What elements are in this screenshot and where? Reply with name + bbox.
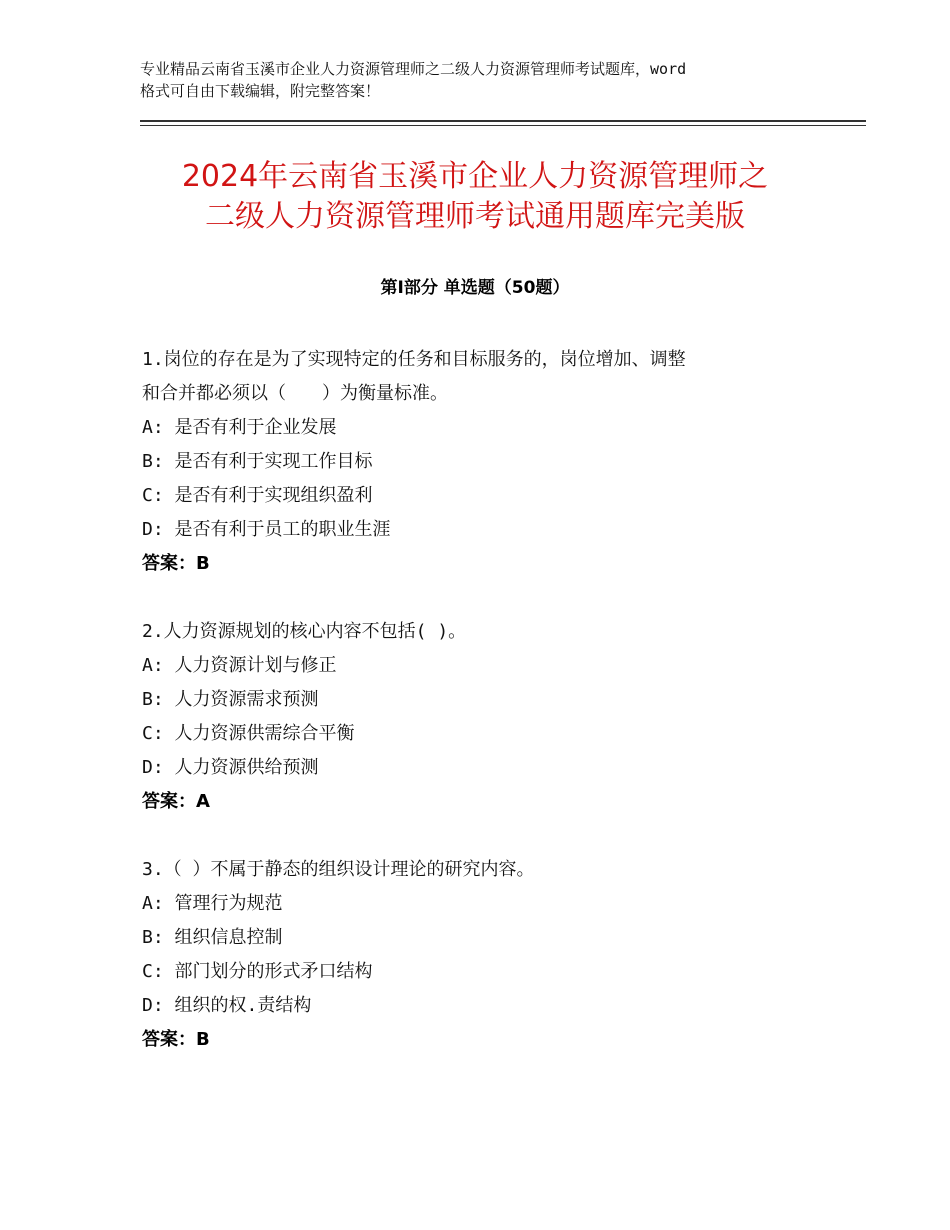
section-title: 第Ⅰ部分 单选题（50题） xyxy=(380,278,570,298)
option-d: D: 是否有利于员工的职业生涯 xyxy=(142,519,391,540)
question-text xyxy=(142,615,832,649)
document-title xyxy=(100,157,850,237)
question-text xyxy=(142,853,832,887)
option-a: A: 是否有利于企业发展 xyxy=(142,417,337,438)
option-b: B: 是否有利于实现工作目标 xyxy=(142,451,373,472)
document-title-line-2: 二级人力资源管理师考试通用题库完美版 xyxy=(205,199,745,234)
answer: 答案：A xyxy=(142,791,210,812)
option-a: A: 管理行为规范 xyxy=(142,893,283,914)
question-text-line: 3.（ ）不属于静态的组织设计理论的研究内容。 xyxy=(142,859,535,880)
header-divider-thick xyxy=(140,120,866,122)
option-a: A: 人力资源计划与修正 xyxy=(142,655,337,676)
question-2 xyxy=(142,615,832,819)
question-1 xyxy=(142,343,832,581)
answer: 答案：B xyxy=(142,1029,210,1050)
option-d: D: 人力资源供给预测 xyxy=(142,757,319,778)
question-list xyxy=(142,343,832,1091)
header-note-line-2: 格式可自由下载编辑，附完整答案！ xyxy=(140,82,381,100)
option-c: C: 是否有利于实现组织盈利 xyxy=(142,485,373,506)
question-text-line: 1.岗位的存在是为了实现特定的任务和目标服务的，岗位增加、调整 xyxy=(142,349,686,370)
option-d: D: 组织的权.责结构 xyxy=(142,995,312,1016)
option-c: C: 人力资源供需综合平衡 xyxy=(142,723,355,744)
question-text xyxy=(142,343,832,411)
option-c: C: 部门划分的形式矛口结构 xyxy=(142,961,373,982)
document-title-line-1: 2024年云南省玉溪市企业人力资源管理师之 xyxy=(181,159,769,194)
question-text-line: 和合并都必须以（ ）为衡量标准。 xyxy=(142,383,448,404)
header-note xyxy=(140,58,830,102)
option-b: B: 组织信息控制 xyxy=(142,927,283,948)
header-divider-thin xyxy=(140,125,866,126)
question-text-line: 2.人力资源规划的核心内容不包括( )。 xyxy=(142,621,467,642)
header-note-line-1: 专业精品云南省玉溪市企业人力资源管理师之二级人力资源管理师考试题库，word xyxy=(140,60,687,78)
answer: 答案：B xyxy=(142,553,210,574)
question-3 xyxy=(142,853,832,1057)
option-b: B: 人力资源需求预测 xyxy=(142,689,319,710)
